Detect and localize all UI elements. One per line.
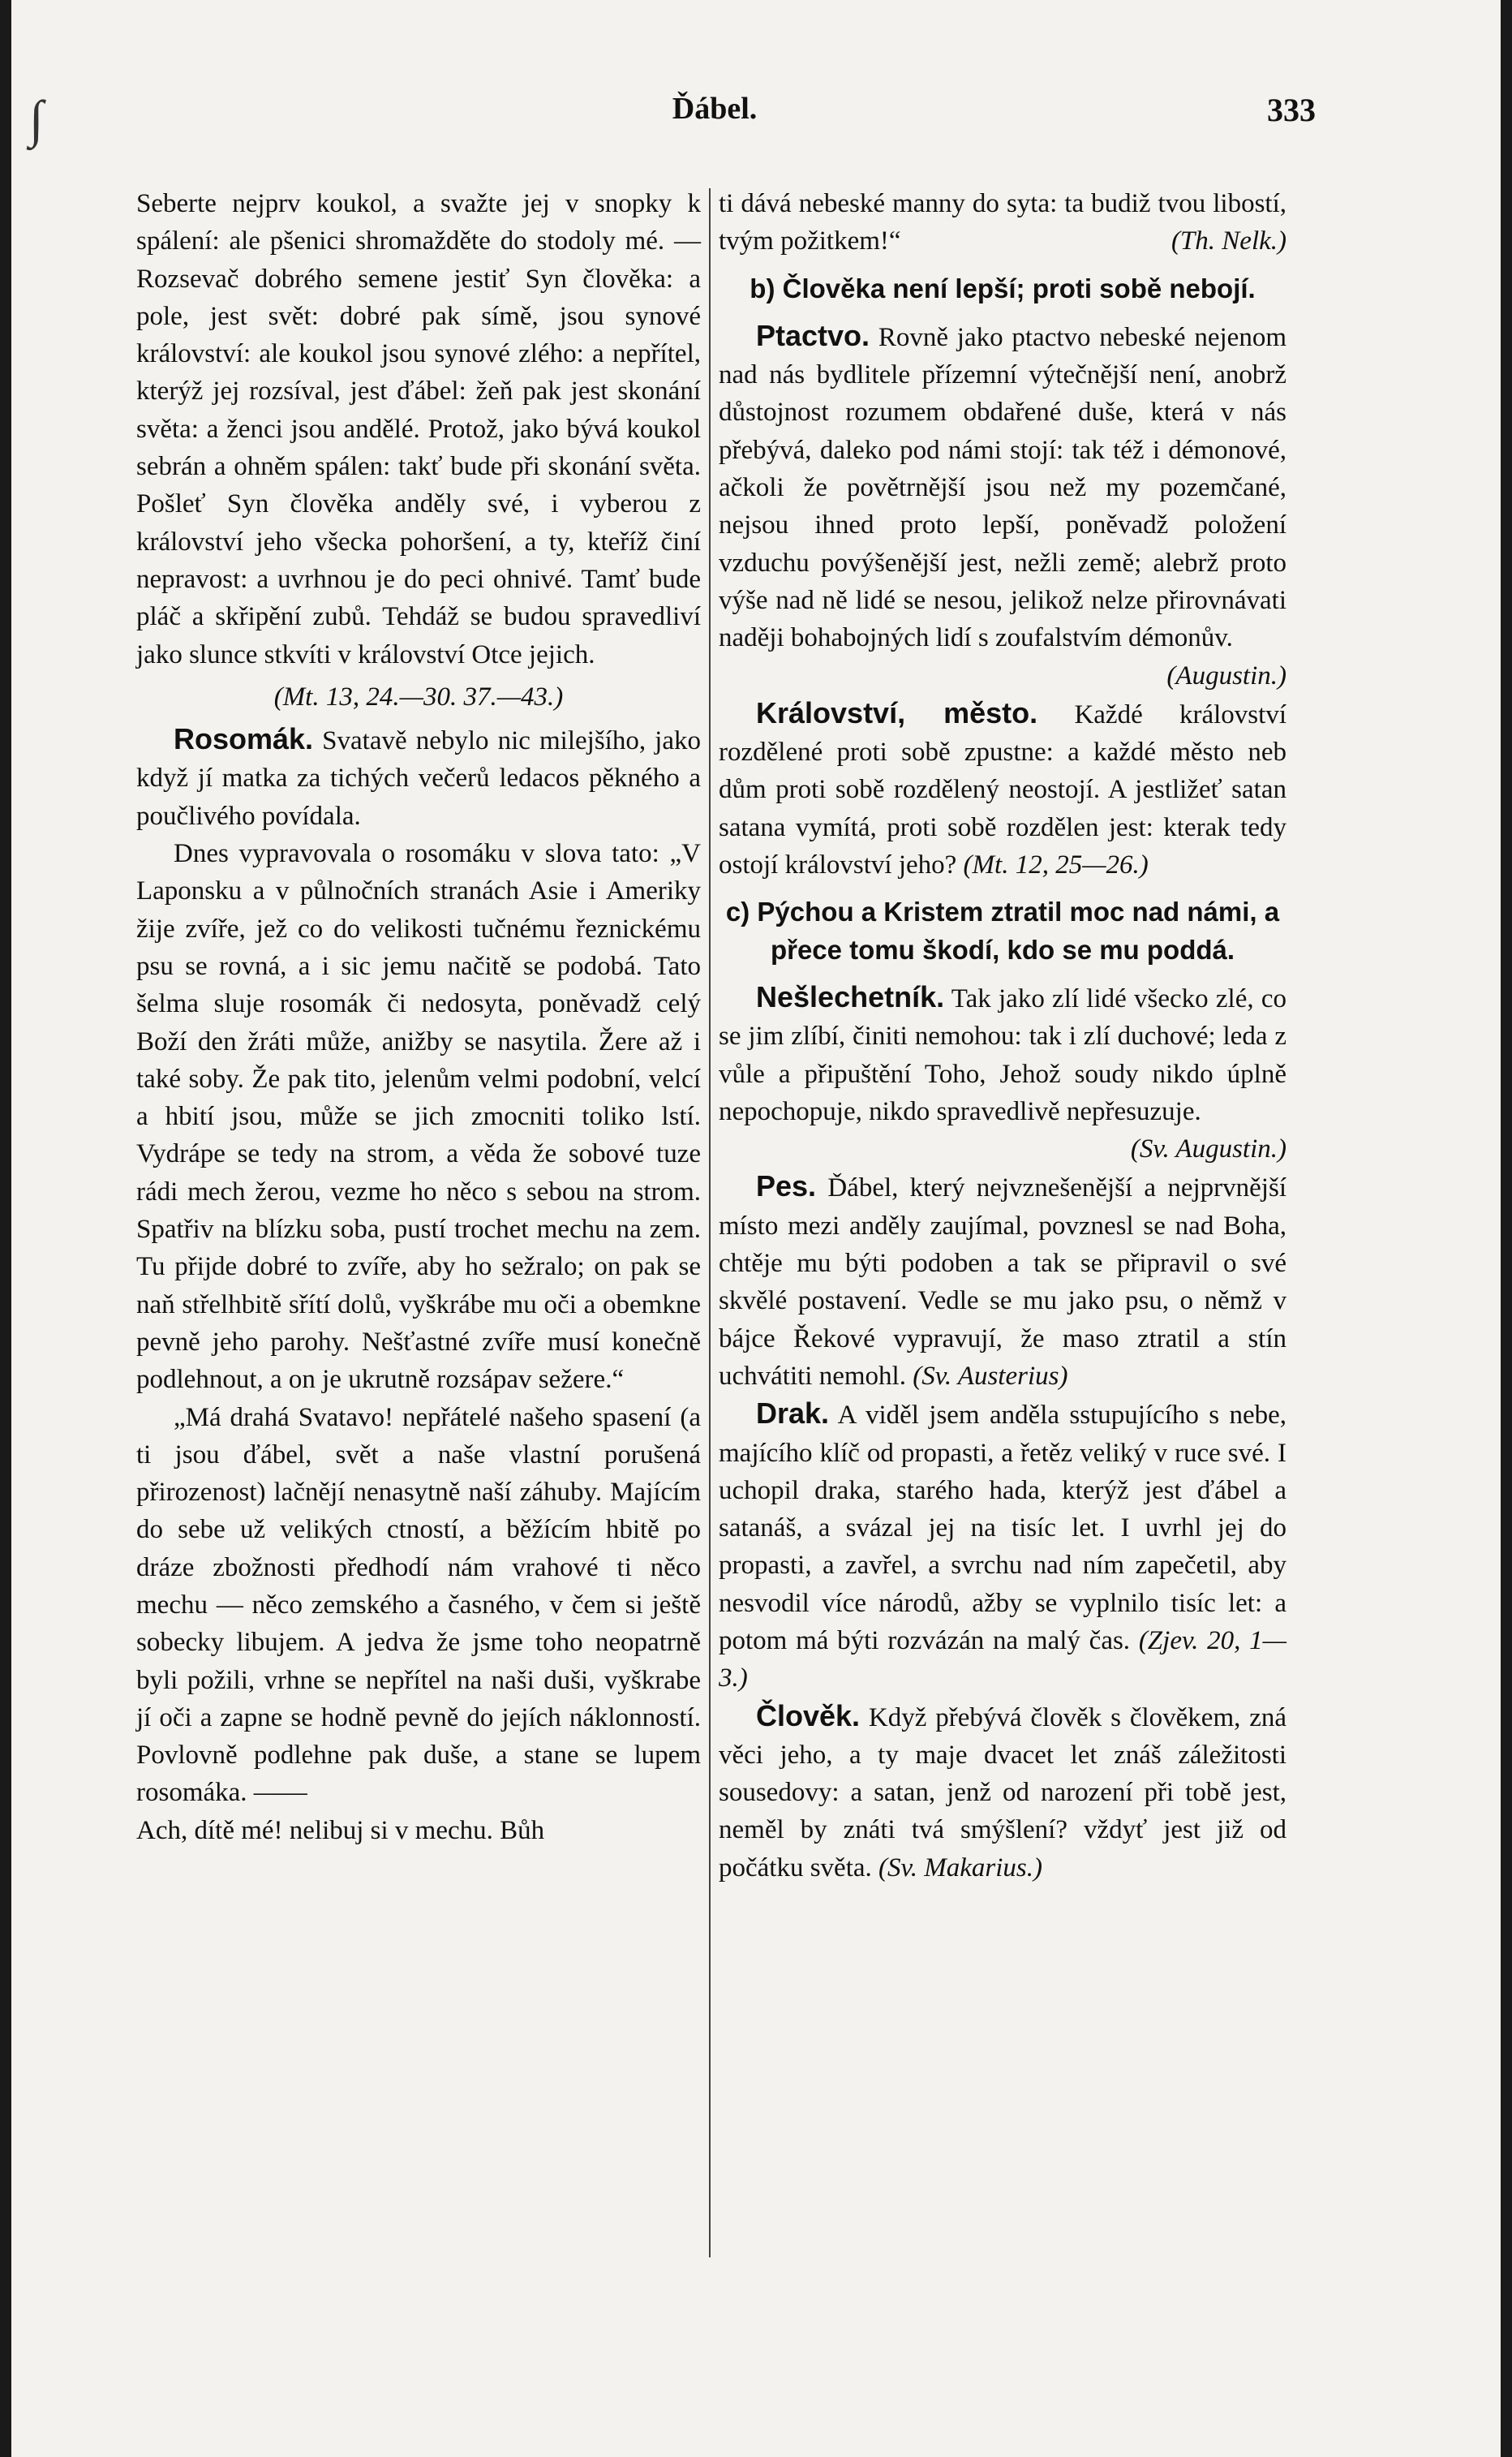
subsection-title: Pýchou a Kristem ztratil moc nad námi, a přece tomu škodí, kdo se mu poddá. (757, 897, 1280, 965)
book-page (11, 0, 1501, 2457)
entry-heading: Pes. (756, 1169, 817, 1203)
entry-heading: Rosomák. (174, 722, 314, 756)
right-column (719, 185, 1286, 1887)
scripture-reference: (Mt. 12, 25—26.) (963, 850, 1149, 880)
entry-clovek (719, 1698, 1286, 1887)
entry-text: Rovně jako ptactvo nebeské nejenom nad nás bydlitele přízemní výtečnější není, anobrž důstojnost rozumem obdařené duše, která v nás přebývá, daleko pod námi stojí: tak též i démonové, ačkoli že povětrnější jsou než my pozemčané, nejsou ihned proto lepší, poněvadž položení vzduchu povýšenější jest, nežli země; alebrž proto výše nad ně lidé se nesou, jelikož nelze přirovnávati naději bohabojných lidí s zoufalstvím démonův. (719, 322, 1286, 653)
entry-heading: Drak. (756, 1396, 830, 1431)
subsection-label: b) (750, 273, 775, 303)
subsection-c (719, 893, 1286, 969)
attribution: (Th. Nelk.) (1171, 226, 1286, 256)
entry-text: A viděl jsem anděla sstupujícího s nebe, majícího klíč od propasti, a řetěz veliký v ruce své. I uchopil draka, starého hada, kterýž jest ďábel a satanáš, a svázal jej na tisíc let. I uvrhl jej do propasti, a zavřel, a svrchu nad ním zapečetil, aby nesvodil více národů, ažby se vyplnilo tisíc let: a potom má býti rozvázán na malý čas. (719, 1401, 1286, 1655)
scripture-reference: (Mt. 13, 24.—30. 37.—43.) (273, 682, 564, 712)
entry-text: Tak jako zlí lidé všecko zlé, co se jim zlíbí, činiti nemohou: tak i zlí duchové; leda z vůle a připuštění Toho, Jehož soudy nikdo úplně nepochopuje, nikdo spravedlivě nepřesuzuje. (719, 983, 1286, 1126)
paragraph: Dnes vypravovala o rosomáku v slova tato: „V Laponsku a v půlnočních stranách Asie i Ameriky žije zvíře, jež co do velikosti tučnému řeznickému psu se rovná, a i sic jemu načitě se podobá. Tato šelma sluje rosomák či nedosyta, poněvadž celý Boží den žráti může, anižby se nasytila. Žere až i také soby. Že pak tito, jelenům velmi podobní, velcí a hbití jsou, může se jich zmocniti toliko lstí. Vydrápe se tedy na strom, a věda že sobové tuze rádi mech žerou, vezme ho něco s sebou na strom. Spatřiv na blízku soba, pustí trochet mechu na zem. Tu přijde dobré to zvíře, aby ho sežralo; on pak se naň střelhbitě sřítí dolů, vyškrábe mu oči a obemkne pevně jeho parohy. Nešťastné zvíře musí konečně podlehnout, a on je ukrutně rozsápav sežere.“ (136, 839, 701, 1395)
running-header-title: Ďábel. (672, 92, 758, 126)
paragraph (719, 185, 1286, 260)
subsection-title: Člověka není lepší; proti sobě nebojí. (782, 273, 1256, 303)
attribution: (Augustin.) (1166, 661, 1286, 691)
paragraph-text: ti dává nebeské manny do syta: ta budiž tvou libostí, tvým požitkem!“ (719, 189, 1286, 256)
entry-ptactvo (719, 317, 1286, 657)
paragraph: Ach, dítě mé! nelibuj si v mechu. Bůh (136, 1815, 545, 1845)
attribution: (Sv. Austerius) (913, 1361, 1068, 1391)
entry-heading: Království, město. (756, 695, 1038, 729)
entry-heading: Ptactvo. (756, 318, 870, 352)
entry-rosomak (136, 721, 701, 835)
column-divider (709, 188, 711, 2257)
entry-text: Svatavě nebylo nic milejšího, jako když jí matka za tichých večerů ledacos pěkného a poučlivého povídala. (136, 726, 701, 831)
entry-pes (719, 1168, 1286, 1395)
paragraph: „Má drahá Svatavo! nepřátelé našeho spasení (a ti jsou ďábel, svět a naše vlastní porušená přirozenost) lačnějí nenasytně naší záhuby. Majícím do sebe už velikých ctností, a běžícím hbitě po dráze zbožnosti předhodí nám vrahové ti něco mechu — něco zemského a časného, v čem si ještě sobecky libujem. A jedva že jsme toho neopatrně byli požili, vrhne se nepřítel na naši duši, vyškrabe jí oči a zapne se hodně pevně do jejích náklonností. Povlovně podlehne pak duše, a stane se lupem rosomáka. —— (136, 1402, 701, 1808)
entry-text: Každé království rozdělené proti sobě zpustne: a každé město neb dům proti sobě rozdělený neostojí. A jestližeť satan satana vymítá, proti sobě rozdělen jest: kterak tedy ostojí království jeho? (719, 699, 1286, 880)
subsection-b (719, 270, 1286, 308)
entry-heading: Nešlechetník. (756, 979, 945, 1013)
entry-text: Když přebývá člověk s člověkem, zná věci jeho, a ty maje dvacet let znáš záležitosti sousedovy: a satan, jenž od narození při tobě jest, neměl by znáti tvá smýšlení? vždyť jest již od počátku světa. (719, 1702, 1286, 1883)
entry-text: Ďábel, který nejvznešenější a nejprvnější místo mezi anděly zaujímal, povznesl se nad Boha, chtěje mu býti podoben a tak se připravil o své skvělé postavení. Vedle se mu jako psu, o němž v bájce Řekové vypravují, že maso ztratil a stín uchvátiti nemohl. (719, 1173, 1286, 1391)
entry-neslechetnik (719, 979, 1286, 1130)
attribution: (Sv. Makarius.) (878, 1852, 1042, 1883)
left-column (136, 185, 701, 1849)
subsection-label: c) (725, 897, 750, 927)
entry-kralovstvi (719, 695, 1286, 884)
paragraph: Seberte nejprv koukol, a svažte jej v snopky k spálení: ale pšenici shromažděte do stodoly mé. — Rozsevač dobrého semene jestiť Syn člověka: a pole, jest svět: dobré pak símě, jsou synové království: ale koukol jsou synové zlého: a nepřítel, kterýž jej rozsíval, jest ďábel: žeň pak jest skonání světa: a ženci jsou andělé. Protož, jako bývá koukol sebrán a ohněm spálen: takť bude při skonání světa. Pošleť Syn člověka anděly své, i vyberou z království jeho všecka pohoršení, a ty, kteříž činí nepravost: a uvrhnou je do peci ohnivé. Tamť bude pláč a skřipění zubů. Tehdáž se budou spravedliví jako slunce stkvíti v království Otce jejich. (136, 189, 701, 669)
entry-heading: Člověk. (756, 1698, 861, 1732)
page-number: 333 (1267, 92, 1316, 128)
attribution: (Sv. Augustin.) (1130, 1134, 1286, 1164)
entry-drak (719, 1395, 1286, 1697)
margin-mark: ∫ (29, 90, 44, 148)
scripture-reference: (Zjev. 20, 1—3.) (719, 1625, 1286, 1693)
